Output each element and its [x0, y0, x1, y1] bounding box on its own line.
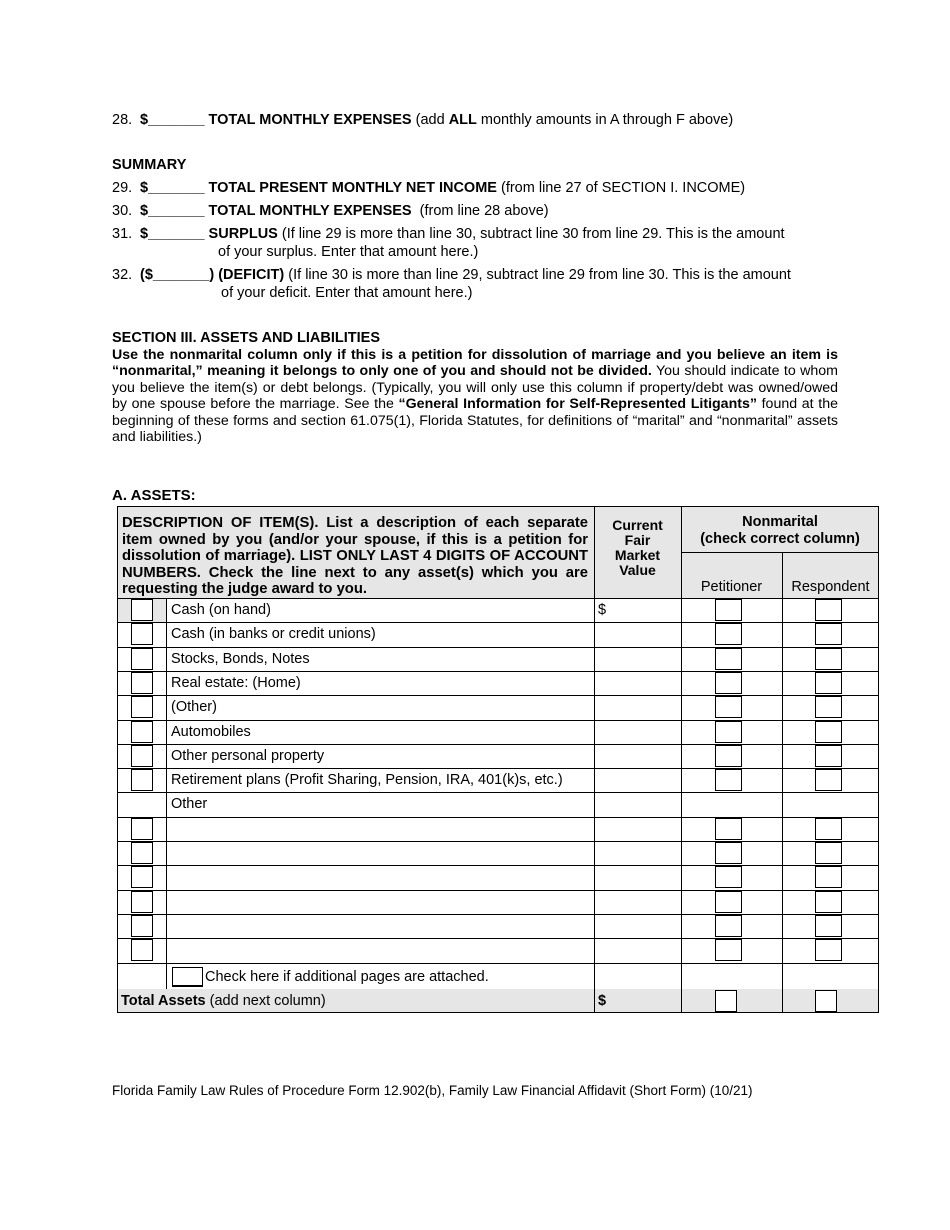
respondent-checkbox[interactable] — [815, 769, 842, 791]
instructions-bold: Use the nonmarital column only if this is a petition for dissolution of marriage and you believe an item is “nonmarital,” meaning it belongs to only one of you and should not be divided. — [112, 347, 838, 380]
asset-description[interactable]: (Other) — [171, 699, 217, 715]
line-number: 30. — [112, 203, 133, 219]
line-label: TOTAL PRESENT MONTHLY NET INCOME — [208, 180, 497, 196]
column-divider — [681, 506, 682, 1013]
row-divider — [117, 671, 879, 672]
award-checkbox[interactable] — [131, 696, 153, 718]
petitioner-checkbox[interactable] — [715, 842, 742, 864]
row-divider — [117, 890, 879, 891]
petitioner-checkbox[interactable] — [715, 915, 742, 937]
respondent-checkbox[interactable] — [815, 623, 842, 645]
row-divider — [117, 963, 879, 964]
nonmarital-header — [681, 514, 879, 548]
instructions-text: You should indicate to whom you believe the item(s) or debt belongs. (Typically, you will only use this column if property/debt was owned/owed by one spouse before the marriage. See the — [112, 363, 838, 413]
row-divider — [117, 720, 879, 721]
table-border — [878, 506, 879, 1013]
assets-heading: A. ASSETS: — [112, 487, 196, 504]
amount-blank[interactable]: $_______ — [140, 226, 205, 242]
respondent-checkbox[interactable] — [815, 915, 842, 937]
respondent-checkbox[interactable] — [815, 818, 842, 840]
row-divider — [117, 914, 879, 915]
award-checkbox[interactable] — [131, 915, 153, 937]
line-note: (If line 30 is more than line 29, subtract line 29 from line 30. This is the amount — [288, 267, 791, 283]
row-divider — [117, 792, 879, 793]
asset-value[interactable]: $ — [598, 602, 607, 618]
respondent-checkbox[interactable] — [815, 672, 842, 694]
table-border — [117, 506, 879, 507]
total-note: (add next column) — [205, 993, 326, 1009]
column-divider — [594, 506, 595, 1013]
respondent-checkbox[interactable] — [815, 745, 842, 767]
petitioner-checkbox[interactable] — [715, 623, 742, 645]
award-checkbox[interactable] — [131, 769, 153, 791]
line-31 — [112, 226, 785, 242]
respondent-checkbox[interactable] — [815, 721, 842, 743]
nonmarital-title: Nonmarital — [742, 514, 818, 530]
line-number: 31. — [112, 226, 133, 242]
line-32 — [112, 267, 791, 283]
petitioner-checkbox[interactable] — [715, 721, 742, 743]
respondent-checkbox[interactable] — [815, 891, 842, 913]
line-note: (If line 29 is more than line 30, subtract line 30 from line 29. This is the amount — [281, 226, 785, 242]
instructions-text-2: found at the beginning of these forms and section 61.075(1), Florida Statutes, for definitions of “marital” and “nonmarital” assets and liabilities.) — [112, 396, 838, 446]
amount-blank[interactable]: $_______ — [140, 203, 205, 219]
respondent-checkbox[interactable] — [815, 866, 842, 888]
award-checkbox[interactable] — [131, 866, 153, 888]
asset-description[interactable]: Other personal property — [171, 748, 325, 764]
row-divider — [117, 647, 879, 648]
row-divider — [117, 817, 879, 818]
table-border — [117, 506, 118, 1013]
petitioner-checkbox[interactable] — [715, 891, 742, 913]
row-divider — [117, 744, 879, 745]
total-respondent-checkbox[interactable] — [815, 990, 837, 1012]
value-header-line: Current — [612, 517, 663, 533]
value-header-line: Value — [619, 562, 656, 578]
description-header: DESCRIPTION OF ITEM(S). List a description of each separate item owned by you (and/or your spouse, if this is a petition for dissolution of marriage). LIST ONLY LAST 4 DIGITS OF ACCOUNT NUMBERS. Check the line next to any asset(s) which you are requesting the judge award to you. — [122, 515, 588, 597]
award-checkbox[interactable] — [131, 842, 153, 864]
column-divider — [166, 598, 167, 989]
total-label: Total Assets — [121, 993, 206, 1009]
table-border — [117, 1012, 879, 1013]
line-28 — [112, 112, 733, 128]
respondent-checkbox[interactable] — [815, 599, 842, 621]
award-checkbox[interactable] — [131, 745, 153, 767]
petitioner-checkbox[interactable] — [715, 745, 742, 767]
petitioner-header: Petitioner — [700, 579, 763, 595]
respondent-checkbox[interactable] — [815, 696, 842, 718]
petitioner-checkbox[interactable] — [715, 769, 742, 791]
header-divider — [117, 598, 879, 599]
line-number: 28. — [112, 112, 133, 128]
petitioner-checkbox[interactable] — [715, 818, 742, 840]
award-checkbox[interactable] — [131, 672, 153, 694]
respondent-header: Respondent — [791, 579, 870, 595]
row-divider — [117, 938, 879, 939]
row-divider — [117, 865, 879, 866]
award-checkbox[interactable] — [131, 599, 153, 621]
amount-blank[interactable]: $_______ — [140, 112, 205, 128]
row-divider — [117, 768, 879, 769]
petitioner-checkbox[interactable] — [715, 672, 742, 694]
petitioner-checkbox[interactable] — [715, 696, 742, 718]
total-petitioner-checkbox[interactable] — [715, 990, 737, 1012]
line-note: (from line 27 of SECTION I. INCOME) — [501, 180, 746, 196]
award-checkbox[interactable] — [131, 939, 153, 961]
instructions-reference: “General Information for Self-Represented Litigants” — [398, 396, 757, 413]
section-instructions — [112, 347, 838, 445]
line-note: (add — [415, 112, 449, 128]
line-number: 32. — [112, 267, 133, 283]
respondent-checkbox[interactable] — [815, 648, 842, 670]
row-divider — [117, 622, 879, 623]
line-note: monthly amounts in A through F above) — [476, 112, 734, 128]
line-32-continued: of your deficit. Enter that amount here.) — [221, 285, 473, 301]
additional-pages-checkbox[interactable] — [172, 967, 203, 987]
respondent-checkbox[interactable] — [815, 939, 842, 961]
line-29 — [112, 180, 745, 196]
asset-description[interactable]: Stocks, Bonds, Notes — [171, 651, 310, 667]
line-31-continued: of your surplus. Enter that amount here.) — [218, 244, 479, 260]
award-checkbox[interactable] — [131, 818, 153, 840]
petitioner-checkbox[interactable] — [715, 599, 742, 621]
asset-description[interactable]: Real estate: (Home) — [171, 675, 301, 691]
row-divider — [117, 841, 879, 842]
petitioner-checkbox[interactable] — [715, 939, 742, 961]
total-assets-label — [121, 993, 326, 1009]
line-label: (DEFICIT) — [218, 267, 285, 283]
asset-description[interactable]: Cash (in banks or credit unions) — [171, 626, 376, 642]
amount-blank[interactable]: ($_______) — [140, 267, 215, 283]
summary-heading: SUMMARY — [112, 157, 187, 173]
value-header-line: Market — [614, 547, 661, 563]
form-footer: Florida Family Law Rules of Procedure Form 12.902(b), Family Law Financial Affidavit (Short Form) (10/21) — [112, 1083, 753, 1098]
total-assets-value[interactable]: $ — [598, 993, 607, 1009]
asset-description[interactable]: Automobiles — [171, 724, 251, 740]
award-checkbox[interactable] — [131, 891, 153, 913]
asset-description[interactable]: Retirement plans (Profit Sharing, Pension, IRA, 401(k)s, etc.) — [171, 772, 563, 788]
line-number: 29. — [112, 180, 133, 196]
award-checkbox[interactable] — [131, 721, 153, 743]
award-checkbox[interactable] — [131, 623, 153, 645]
line-note: (from line 28 above) — [419, 203, 549, 219]
asset-description[interactable]: Other — [171, 796, 208, 812]
row-divider — [117, 695, 879, 696]
value-header-line: Fair — [624, 532, 651, 548]
header-divider — [681, 552, 879, 553]
petitioner-checkbox[interactable] — [715, 648, 742, 670]
nonmarital-subtitle: (check correct column) — [700, 531, 860, 547]
line-label: TOTAL MONTHLY EXPENSES — [208, 203, 412, 219]
award-checkbox[interactable] — [131, 648, 153, 670]
respondent-checkbox[interactable] — [815, 842, 842, 864]
additional-pages-label: Check here if additional pages are attached. — [205, 969, 489, 985]
line-label: SURPLUS — [208, 226, 278, 242]
asset-description[interactable]: Cash (on hand) — [171, 602, 271, 618]
line-30 — [112, 203, 549, 219]
value-header — [594, 518, 681, 578]
section-heading: SECTION III. ASSETS AND LIABILITIES — [112, 330, 381, 346]
line-note-emphasis: ALL — [448, 112, 477, 128]
line-label: TOTAL MONTHLY EXPENSES — [208, 112, 412, 128]
petitioner-checkbox[interactable] — [715, 866, 742, 888]
assets-table — [117, 506, 879, 1013]
amount-blank[interactable]: $_______ — [140, 180, 205, 196]
